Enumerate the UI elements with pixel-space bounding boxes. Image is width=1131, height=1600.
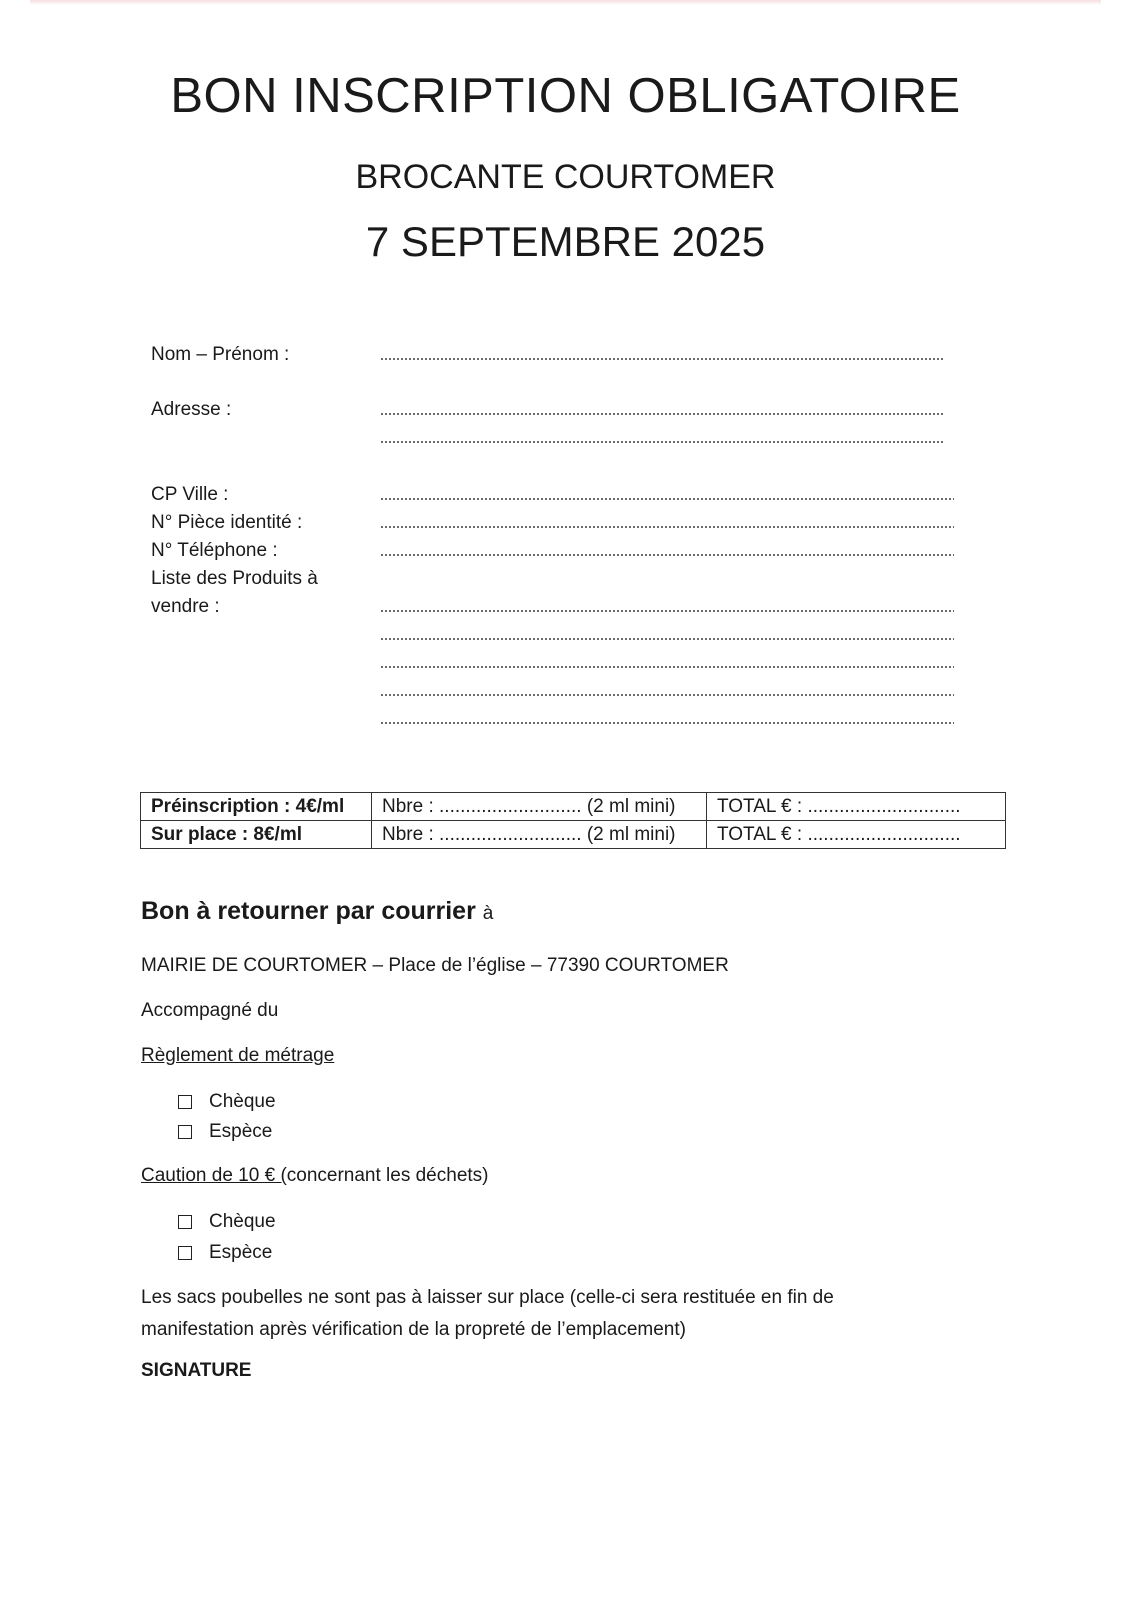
- option-label: Espèce: [209, 1242, 273, 1263]
- event-name: BROCANTE COURTOMER: [355, 158, 776, 196]
- products-field-line-3[interactable]: [380, 666, 954, 668]
- return-heading-text: Bon à retourner par courrier: [141, 897, 476, 925]
- address-label: Adresse :: [151, 399, 232, 420]
- payment-heading: Règlement de métrage: [141, 1045, 335, 1066]
- option-label: Chèque: [209, 1211, 276, 1232]
- return-heading-suffix: à: [482, 903, 494, 924]
- products-field-line-2[interactable]: [380, 638, 954, 640]
- preregistration-price: Préinscription : 4€/ml: [141, 793, 372, 821]
- deposit-heading-underlined: Caution de 10 € (: [141, 1165, 287, 1186]
- mairie-address: MAIRIE DE COURTOMER – Place de l’église – 77390 COURTOMER: [141, 955, 729, 976]
- products-field-line-5[interactable]: [380, 722, 954, 724]
- checkbox[interactable]: [178, 1095, 192, 1109]
- id-number-field[interactable]: [380, 526, 954, 528]
- signature-label: SIGNATURE: [141, 1360, 252, 1381]
- total-field[interactable]: TOTAL € : .............................: [707, 821, 1006, 849]
- name-label: Nom – Prénom :: [151, 344, 290, 365]
- quantity-field[interactable]: Nbre : ........................... (2 ml mini): [372, 821, 707, 849]
- waste-note-line-1: Les sacs poubelles ne sont pas à laisser sur place (celle-ci sera restituée en fin de: [141, 1287, 834, 1308]
- quantity-field[interactable]: Nbre : ........................... (2 ml mini): [372, 793, 707, 821]
- city-label: CP Ville :: [151, 484, 229, 505]
- option-label: Espèce: [209, 1121, 273, 1142]
- products-field-line-4[interactable]: [380, 694, 954, 696]
- waste-note-line-2: manifestation après vérification de la propreté de l’emplacement): [141, 1319, 686, 1340]
- deposit-option-cash[interactable]: [178, 1241, 272, 1265]
- products-label-line-1: Liste des Produits à: [151, 568, 318, 589]
- checkbox[interactable]: [178, 1125, 192, 1139]
- products-label-line-2: vendre :: [151, 596, 220, 617]
- table-row: [141, 793, 1006, 821]
- checkbox[interactable]: [178, 1246, 192, 1260]
- accompanied-text: Accompagné du: [141, 1000, 279, 1021]
- name-field[interactable]: [380, 358, 943, 360]
- city-field[interactable]: [380, 498, 954, 500]
- payment-option-cash[interactable]: [178, 1120, 272, 1144]
- phone-field[interactable]: [380, 554, 954, 556]
- checkbox[interactable]: [178, 1215, 192, 1229]
- deposit-heading-suffix: concernant les déchets): [286, 1165, 489, 1186]
- id-number-label: N° Pièce identité :: [151, 512, 303, 533]
- onsite-price: Sur place : 8€/ml: [141, 821, 372, 849]
- option-label: Chèque: [209, 1091, 276, 1112]
- address-field-line-2[interactable]: [380, 441, 943, 443]
- top-edge-tint: [30, 0, 1101, 5]
- address-field-line-1[interactable]: [380, 413, 945, 415]
- phone-label: N° Téléphone :: [151, 540, 278, 561]
- table-row: [141, 821, 1006, 849]
- deposit-heading: [141, 1162, 489, 1190]
- deposit-option-cheque[interactable]: [178, 1210, 276, 1234]
- return-heading: [141, 897, 493, 926]
- payment-option-cheque[interactable]: [178, 1090, 276, 1114]
- total-field[interactable]: TOTAL € : .............................: [707, 793, 1006, 821]
- pricing-table: [140, 792, 1006, 849]
- event-date: 7 SEPTEMBRE 2025: [365, 218, 766, 265]
- page-title: BON INSCRIPTION OBLIGATOIRE: [170, 69, 961, 123]
- products-field-line-1[interactable]: [380, 610, 954, 612]
